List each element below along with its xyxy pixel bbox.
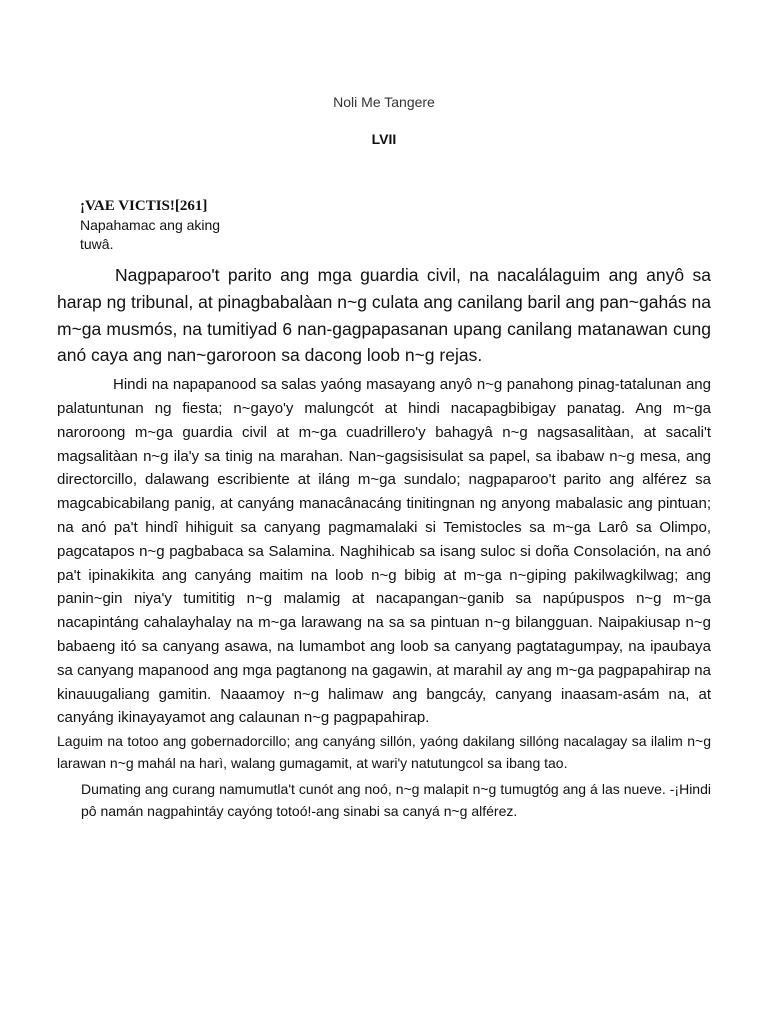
chapter-body <box>57 262 711 822</box>
paragraph-3: Laguim na totoo ang gobernadorcillo; ang canyáng sillón, yaóng dakilang sillóng nacalagay sa ilalim n~g larawan n~g mahál na harì, walang gumagamit, at wari'y natutungcol sa ibang tao. <box>57 733 711 772</box>
paragraph-2: Hindi na napapanood sa salas yaóng masayang anyô n~g panahong pinag-tatalunan ang palatuntunan ng fiesta; n~gayo'y malungcót at hindi nacapagbibigay panatag. Ang m~ga naroroong m~ga guardia civil at m~ga cuadrillero'y bahagyâ n~g nagsasalitàan, at sacali't magsalitàan n~g ila'y sa tinig na marahan. Nan~gagsisisulat sa papel, sa ibabaw n~g mesa, ang directorcillo, dalawang escribiente at iláng m~ga sundalo; nagpaparoo't parito ang alférez sa magcabicabilang panig, at canyáng manacânacáng tinitingnan ng anyong mabalasic ang pintuan; na anó pa't hindî hihiguit sa canyang pagmamalaki si Temistocles sa m~ga Larô sa Olimpo, pagcatapos n~g pagbabaca sa Salamina. Naghihicab sa isang suloc si doña Consolación, na anó pa't ipinakikita ang canyáng maitim na loob n~g bibig at m~ga n~giping pakilwagkilwag; ang panin~gin niya'y tumititig n~g malamig at nacapangan~ganib sa napúpuspos n~g m~ga nacapintáng cahalayhalay na m~ga larawang na sa sa pintuan n~g bilangguan. Naipakiusap n~g babaeng itó sa canyang asawa, na lumambot ang loob sa canyang pagtatagumpay, na ipaubaya sa canyang mapanood ang mga pagtanong na gagawin, at marahil ay ang m~ga pagpapahirap na kinauugaliang gamitin. Naaamoy n~g halimaw ang bangcáy, canyang inaasam-asám na, at canyáng ikinayayamot ang calaunan n~g pagpapahirap. <box>57 376 711 727</box>
chapter-number: LVII <box>371 131 397 147</box>
chapter-subtitle-line1: Napahamac ang aking <box>80 217 221 233</box>
paragraph-4: Dumating ang curang namumutla't cunót ang noó, n~g malapit n~g tumugtóg ang á las nueve. -¡Hindi pô namán nagpahintáy cayóng totoó!-ang sinabi sa canyá n~g alférez. <box>81 781 711 820</box>
document-title: Noli Me Tangere <box>333 94 435 110</box>
chapter-title: ¡VAE VICTIS![261] <box>80 198 208 214</box>
chapter-heading <box>80 197 380 254</box>
paragraph-1: Nagpaparoo't parito ang mga guardia civil, na nacalálaguim ang anyô sa harap ng tribunal, at pinagbabalàan n~g culata ang canilang baril ang pan~gahás na m~ga musmós, na tumitiyad 6 nan-gagpapasanan upang canilang matanawan cung anó caya ang nan~garoroon sa dacong loob n~g rejas. <box>57 265 711 366</box>
chapter-subtitle-line2: tuwâ. <box>80 236 114 252</box>
